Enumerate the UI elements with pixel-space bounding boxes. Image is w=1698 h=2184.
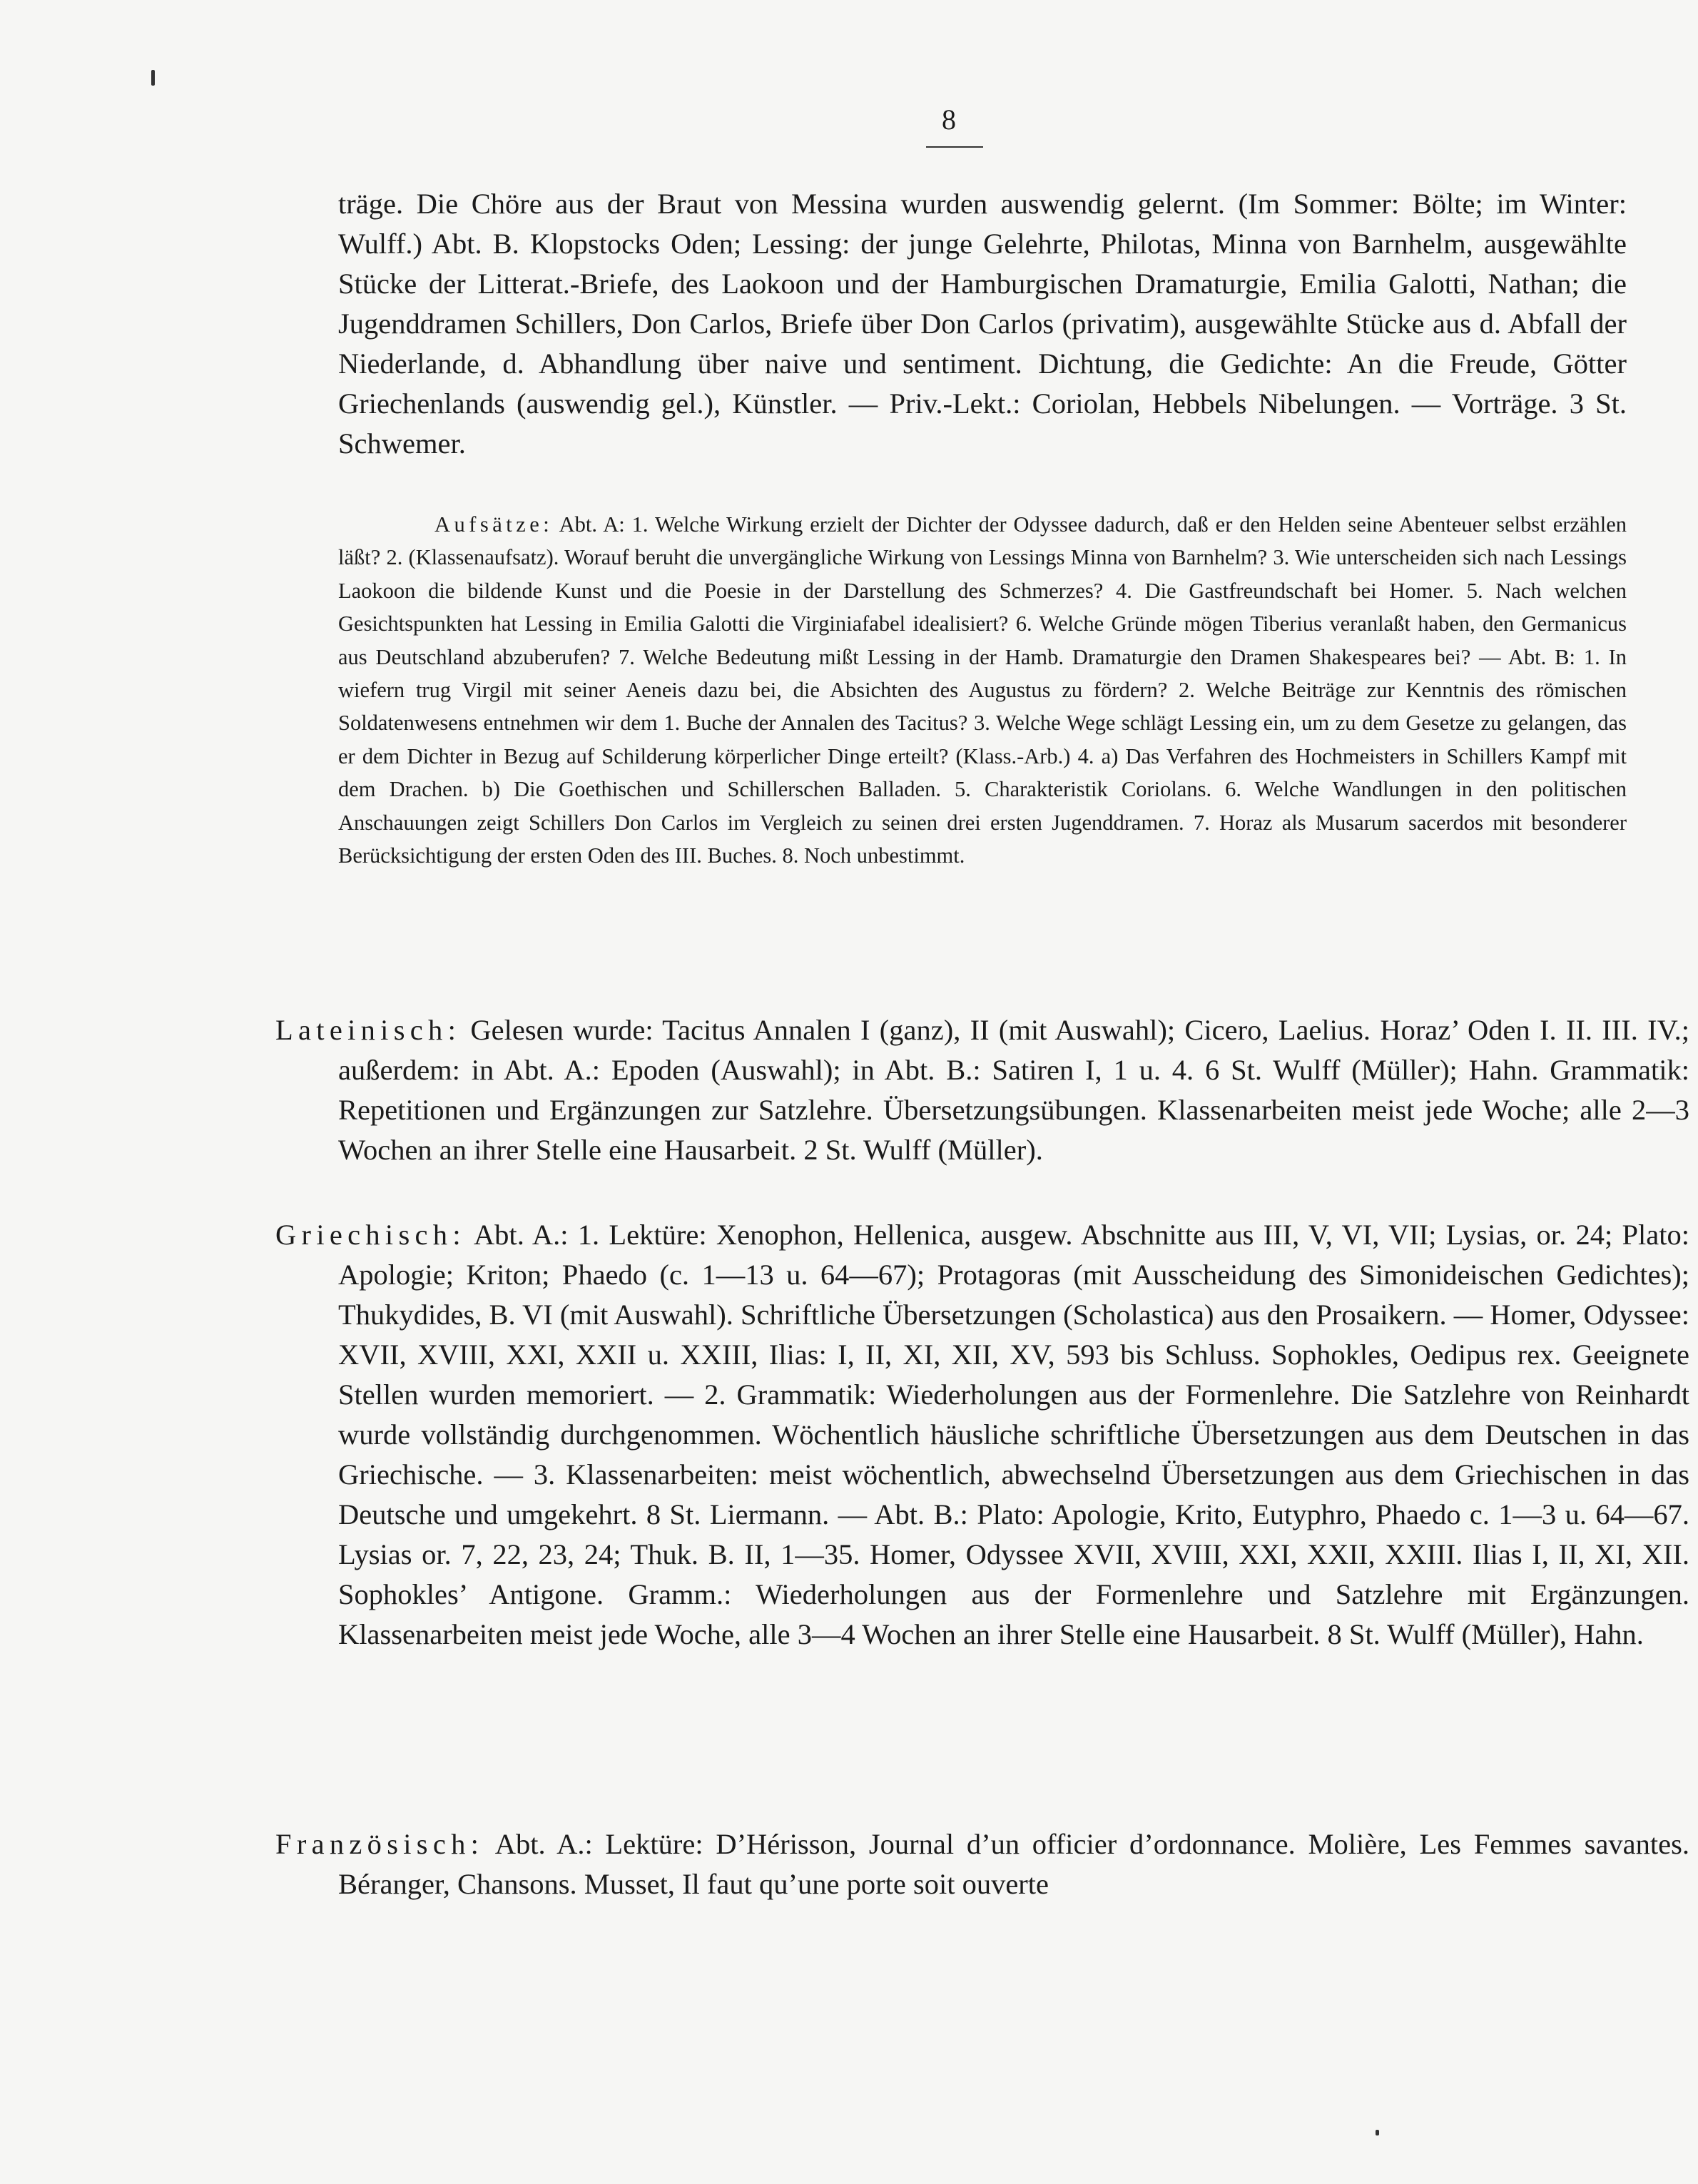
section-text-lateinisch: Gelesen wurde: Tacitus Annalen I (ganz), II (mit Auswahl); Cicero, Laelius. Horaz’ Oden I. II. III. IV.; außerdem: in Abt. A.: Epoden (Auswahl); in Abt. B.: Satiren I, 1 u. 4. 6 St. Wulff (Müller); Hahn. Grammatik: Repetitionen und Ergänzungen zur Satzlehre. Übersetzungsübungen. Klassenarbeiten meist jede Woche; alle 2—3 Wochen an ihrer Stelle eine Hausarbeit. 2 St. Wulff (Müller). [338, 1014, 1690, 1166]
deutsch-continuation-paragraph: träge. Die Chöre aus der Braut von Messina wurden auswendig gelernt. (Im Sommer: Bölte; im Winter: Wulff.) Abt. B. Klopstocks Oden; Lessing: der junge Gelehrte, Philotas, Minna von Barnhelm, ausgewählte Stücke der Litterat.-Briefe, des Laokoon und der Hamburgischen Dramaturgie, Emilia Galotti, Nathan; die Jugenddramen Schillers, Don Carlos, Briefe über Don Carlos (privatim), ausgewählte Stücke aus d. Abfall der Niederlande, d. Abhandlung über naive und sentiment. Dichtung, die Gedichte: An die Freude, Götter Griechenlands (auswendig gel.), Künstler. — Priv.-Lekt.: Coriolan, Hebbels Nibelungen. — Vorträge. 3 St. Schwemer. [338, 188, 1627, 459]
page-number-rule [926, 146, 983, 148]
section-label-lateinisch: Lateinisch: [275, 1014, 462, 1046]
aufsaetze-text: Abt. A: 1. Welche Wirkung erzielt der Dichter der Odyssee dadurch, daß er den Helden seine Abenteuer selbst erzählen läßt? 2. (Klassenaufsatz). Worauf beruht die unvergängliche Wirkung von Lessings Minna von Barnhelm? 3. Wie unterscheiden sich nach Lessings Laokoon die bildende Kunst und die Poesie in der Darstellung des Schmerzes? 4. Die Gastfreundschaft bei Homer. 5. Nach welchen Gesichtspunkten hat Lessing in Emilia Galotti die Virginiafabel idealisiert? 6. Welche Gründe mögen Tiberius veranlaßt haben, den Germanicus aus Deutschland abzuberufen? 7. Welche Bedeutung mißt Lessing in der Hamb. Dramaturgie den Dramen Shakespeares bei? — Abt. B: 1. In wiefern trug Virgil mit seiner Aeneis dazu bei, die Absichten des Augustus zu fördern? 2. Welche Beiträge zur Kenntnis des römischen Soldatenwesens entnehmen wir dem 1. Buche der Annalen des Tacitus? 3. Welche Wege schlägt Lessing ein, um zu dem Gesetze zu gelangen, das er dem Dichter in Bezug auf Schilderung körperlicher Dinge erteilt? (Klass.-Arb.) 4. a) Das Verfahren des Hochmeisters in Schillers Kampf mit dem Drachen. b) Die Goethischen und Schillerschen Balladen. 5. Charakteristik Coriolans. 6. Welche Wandlungen in den politischen Anschauungen zeigt Schillers Don Carlos im Vergleich zu seinen drei ersten Jugenddramen. 7. Horaz als Musarum sacerdos mit besonderer Berücksichtigung der ersten Oden des III. Buches. 8. Noch unbestimmt. [338, 512, 1627, 868]
section-text-griechisch: Abt. A.: 1. Lektüre: Xenophon, Hellenica, ausgew. Abschnitte aus III, V, VI, VII; Lysias, or. 24; Plato: Apologie; Kriton; Phaedo (c. 1—13 u. 64—67); Protagoras (mit Ausscheidung des Simonideischen Gedichtes); Thukydides, B. VI (mit Auswahl). Schriftliche Übersetzungen (Scholastica) aus den Prosaikern. — Homer, Odyssee: XVII, XVIII, XXI, XXII u. XXIII, Ilias: I, II, XI, XII, XV, 593 bis Schluss. Sophokles, Oedipus rex. Geeignete Stellen wurden memoriert. — 2. Grammatik: Wiederholungen aus der Formenlehre. Die Satzlehre von Reinhardt wurde vollständig durchgenommen. Wöchentlich häusliche schriftliche Übersetzungen aus dem Deutschen in das Griechische. — 3. Klassenarbeiten: meist wöchentlich, abwechselnd Übersetzungen aus dem Griechischen in das Deutsche und umgekehrt. 8 St. Liermann. — Abt. B.: Plato: Apologie, Krito, Eutyphro, Phaedo c. 1—3 u. 64—67. Lysias or. 7, 22, 23, 24; Thuk. B. II, 1—35. Homer, Odyssee XVII, XVIII, XXI, XXII, XXIII. Ilias I, II, XI, XII. Sophokles’ Antigone. Gramm.: Wiederholungen aus der Formenlehre und Satzlehre mit Ergänzungen. Klassenarbeiten meist jede Woche, alle 3—4 Wochen an ihrer Stelle eine Hausarbeit. 8 St. Wulff (Müller), Hahn. [338, 1219, 1690, 1650]
section-franzoesisch [275, 1824, 1689, 1904]
section-griechisch [275, 1215, 1689, 1655]
section-text-franzoesisch: Abt. A.: Lektüre: D’Hérisson, Journal d’un officier d’ordonnance. Molière, Les Femmes savantes. Béranger, Chansons. Musset, Il faut qu’une porte soit ouverte [338, 1828, 1690, 1900]
section-lateinisch [275, 1010, 1689, 1170]
page-number: 8 [942, 103, 956, 136]
section-label-griechisch: Griechisch: [275, 1219, 466, 1251]
section-label-franzoesisch: Französisch: [275, 1828, 484, 1860]
aufsaetze-label: Aufsätze: [434, 512, 554, 537]
scan-speck-bottom-right [1376, 2130, 1379, 2135]
scan-speck-top-left [151, 70, 155, 86]
aufsaetze-paragraph [338, 508, 1627, 872]
